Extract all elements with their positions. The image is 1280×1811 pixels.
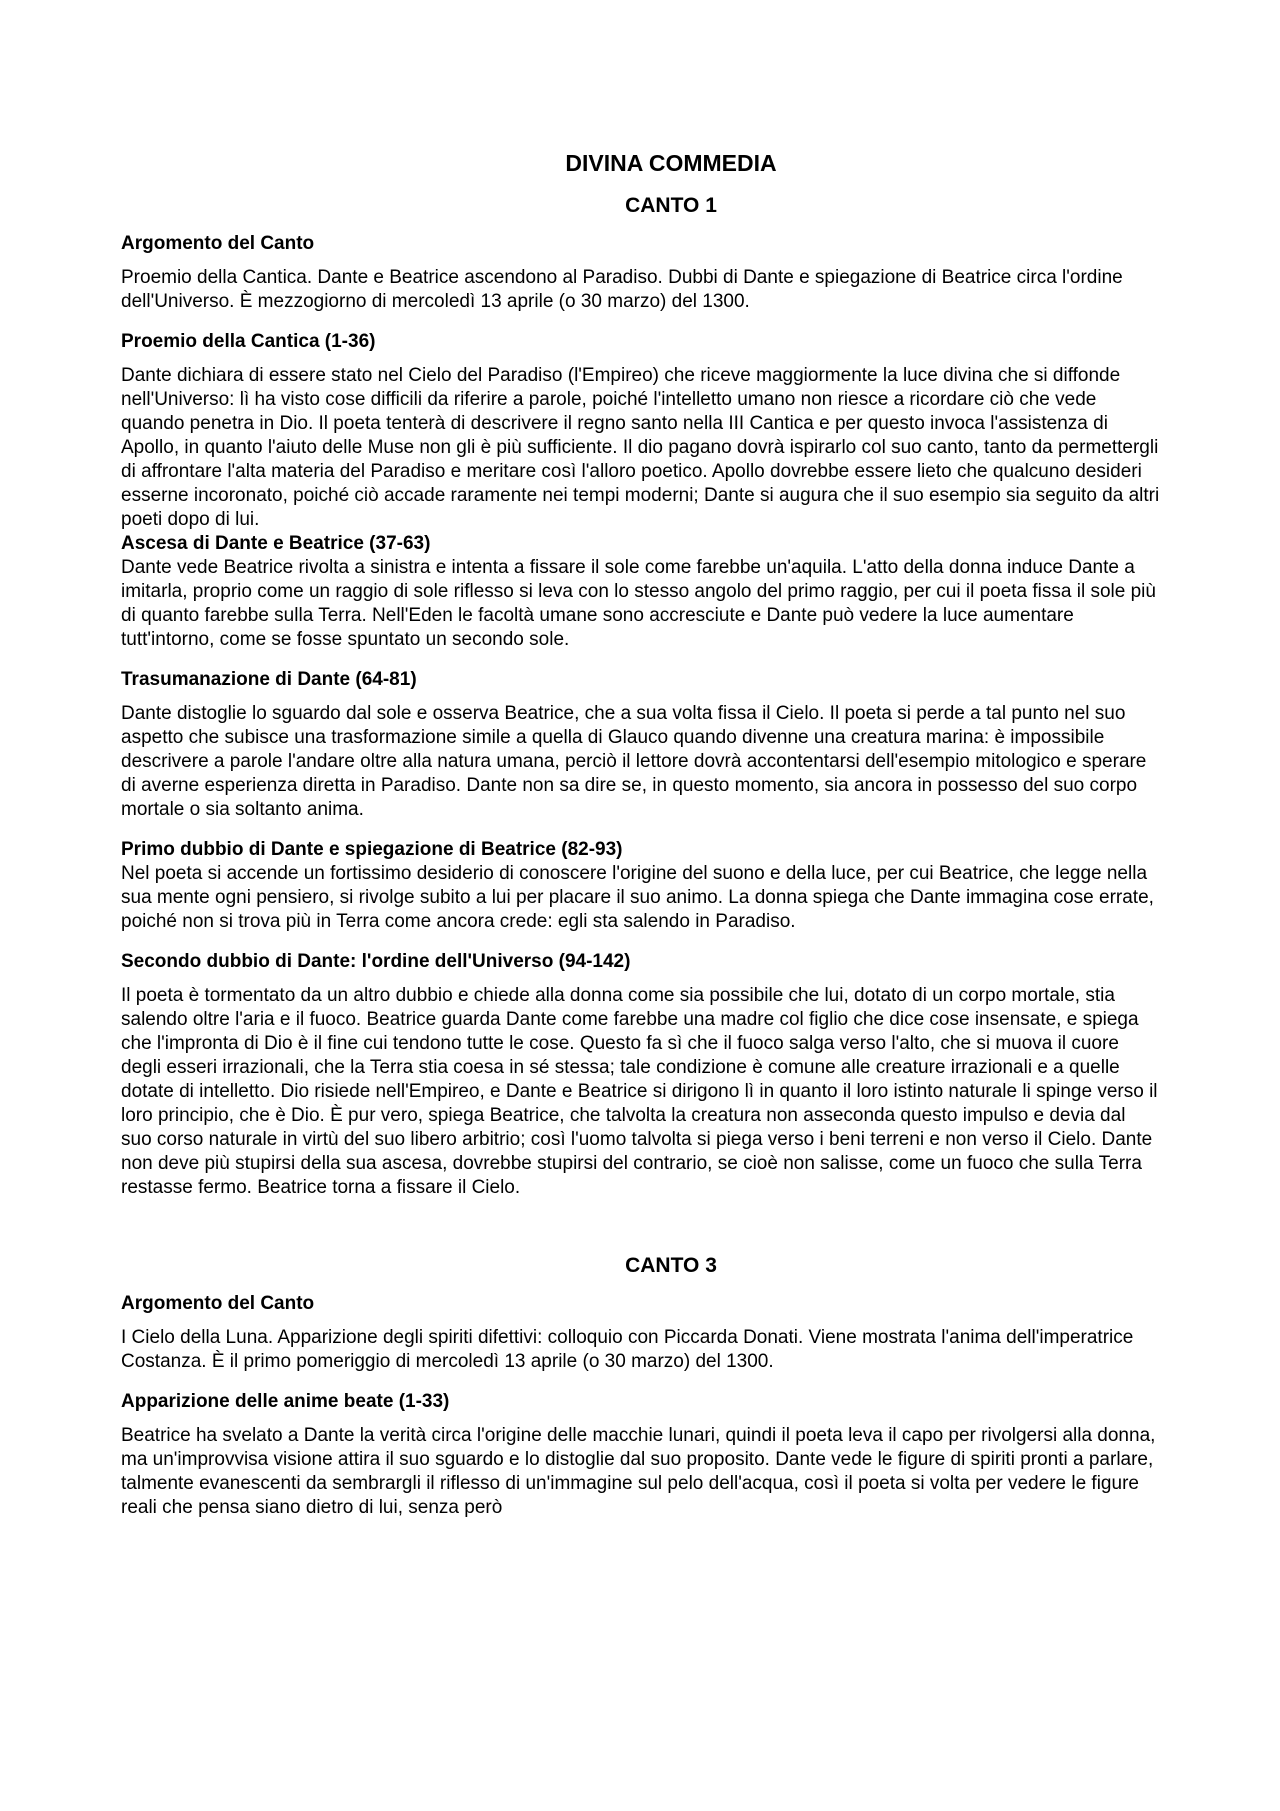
canto-1-section-3-text: Dante distoglie lo sguardo dal sole e osserva Beatrice, che a sua volta fissa il Cielo. Il poeta si perde a tal punto nel suo aspetto che subisce una trasformazione simile a quella di Glauco quando divenne una creatura marina: è impossibile descrivere a parole l'andare oltre alla natura umana, perciò il lettore dovrà accontentarsi dell'esempio mitologico e sperare di averne esperienza diretta in Paradiso. Dante non sa dire se, in questo momento, sia ancora in possesso del suo corpo mortale o sia soltanto anima.: [121, 703, 1147, 820]
canto-1-section-5-heading: Secondo dubbio di Dante: l'ordine dell'Universo (94-142): [121, 951, 631, 972]
canto-1-section-4-text: Nel poeta si accende un fortissimo desiderio di conoscere l'origine del suono e della luce, per cui Beatrice, che legge nella sua mente ogni pensiero, si rivolge subito a lui per placare il suo animo. La donna spiega che Dante immagina cose errate, poiché non si trova più in Terra come ancora crede: egli sta salendo in Paradiso.: [121, 863, 1154, 932]
document-content: [121, 140, 1161, 1520]
canto-1-section-5-text: Il poeta è tormentato da un altro dubbio e chiede alla donna come sia possibile che lui, dotato di un corpo mortale, stia salendo oltre l'aria e il fuoco. Beatrice guarda Dante come farebbe una madre col figlio che dice cose insensate, e spiega che l'impronta di Dio è il fine cui tendono tutte le cose. Questo fa sì che il fuoco salga verso l'alto, che si muova il cuore degli esseri irrazionali, che la Terra stia coesa in sé stessa; tale condizione è comune alle creature irrazionali e a quelle dotate di intelletto. Dio risiede nell'Empireo, e Dante e Beatrice si dirigono lì in quanto il loro istinto naturale li spinge verso il loro principio, che è Dio. È pur vero, spiega Beatrice, che talvolta la creatura non asseconda questo impulso e devia dal suo corso naturale in virtù del suo libero arbitrio; così l'uomo talvolta si piega verso i beni terreni e non verso il Cielo. Dante non deve più stupirsi della sua ascesa, dovrebbe stupirsi del contrario, se cioè non salisse, come un fuoco che sulla Terra restasse fermo. Beatrice torna a fissare il Cielo.: [121, 985, 1158, 1198]
canto-3-argomento-heading: Argomento del Canto: [121, 1293, 315, 1314]
canto-3-section-1-text: Beatrice ha svelato a Dante la verità circa l'origine delle macchie lunari, quindi il poeta leva il capo per rivolgersi alla donna, ma un'improvvisa visione attira il suo sguardo e lo distoglie dal suo proposito. Dante vede le figure di spiriti pronti a parlare, talmente evanescenti da sembrargli il riflesso di un'immagine sul pelo dell'acqua, così il poeta si volta per vedere le figure reali che pensa siano dietro di lui, senza però: [121, 1425, 1156, 1518]
canto-1-argomento-text: Proemio della Cantica. Dante e Beatrice ascendono al Paradiso. Dubbi di Dante e spiegazione di Beatrice circa l'ordine dell'Universo. È mezzogiorno di mercoledì 13 aprile (o 30 marzo) del 1300.: [121, 267, 1123, 312]
canto-1-section-3-heading: Trasumanazione di Dante (64-81): [121, 669, 417, 690]
canto-1-section-2-heading: Ascesa di Dante e Beatrice (37-63): [121, 533, 431, 554]
canto-1-argomento-heading: Argomento del Canto: [121, 233, 315, 254]
canto-1-section-2-text: Dante vede Beatrice rivolta a sinistra e intenta a fissare il sole come farebbe un'aquila. L'atto della donna induce Dante a imitarla, proprio come un raggio di sole riflesso si leva con lo stesso angolo del primo raggio, per cui il poeta fissa il sole più di quanto farebbe sulla Terra. Nell'Eden le facoltà umane sono accresciute e Dante può vedere la luce aumentare tutt'intorno, come se fosse spuntato un secondo sole.: [121, 557, 1156, 650]
canto-1-title: CANTO 1: [625, 194, 717, 217]
canto-3-argomento-text: I Cielo della Luna. Apparizione degli spiriti difettivi: colloquio con Piccarda Donati. Viene mostrata l'anima dell'imperatrice Costanza. È il primo pomeriggio di mercoledì 13 aprile (o 30 marzo) del 1300.: [121, 1327, 1134, 1372]
canto-1-section-1-heading: Proemio della Cantica (1-36): [121, 331, 376, 352]
canto-3-section-1-heading: Apparizione delle anime beate (1-33): [121, 1391, 450, 1412]
canto-1-section-4-heading: Primo dubbio di Dante e spiegazione di Beatrice (82-93): [121, 839, 623, 860]
document-title: DIVINA COMMEDIA: [565, 150, 777, 176]
canto-3-title: CANTO 3: [625, 1254, 717, 1277]
canto-1-section-1-text: Dante dichiara di essere stato nel Cielo del Paradiso (l'Empireo) che riceve maggiormente la luce divina che si diffonde nell'Universo: lì ha visto cose difficili da riferire a parole, poiché l'intelletto umano non riesce a ricordare ciò che vede quando penetra in Dio. Il poeta tenterà di descrivere il regno santo nella III Cantica e per questo invoca l'assistenza di Apollo, in quanto l'aiuto delle Muse non gli è più sufficiente. Il dio pagano dovrà ispirarlo col suo canto, tanto da permettergli di affrontare l'alta materia del Paradiso e meritare così l'alloro poetico. Apollo dovrebbe essere lieto che qualcuno desideri esserne incoronato, poiché ciò accade raramente nei tempi moderni; Dante si augura che il suo esempio sia seguito da altri poeti dopo di lui.: [121, 365, 1160, 530]
